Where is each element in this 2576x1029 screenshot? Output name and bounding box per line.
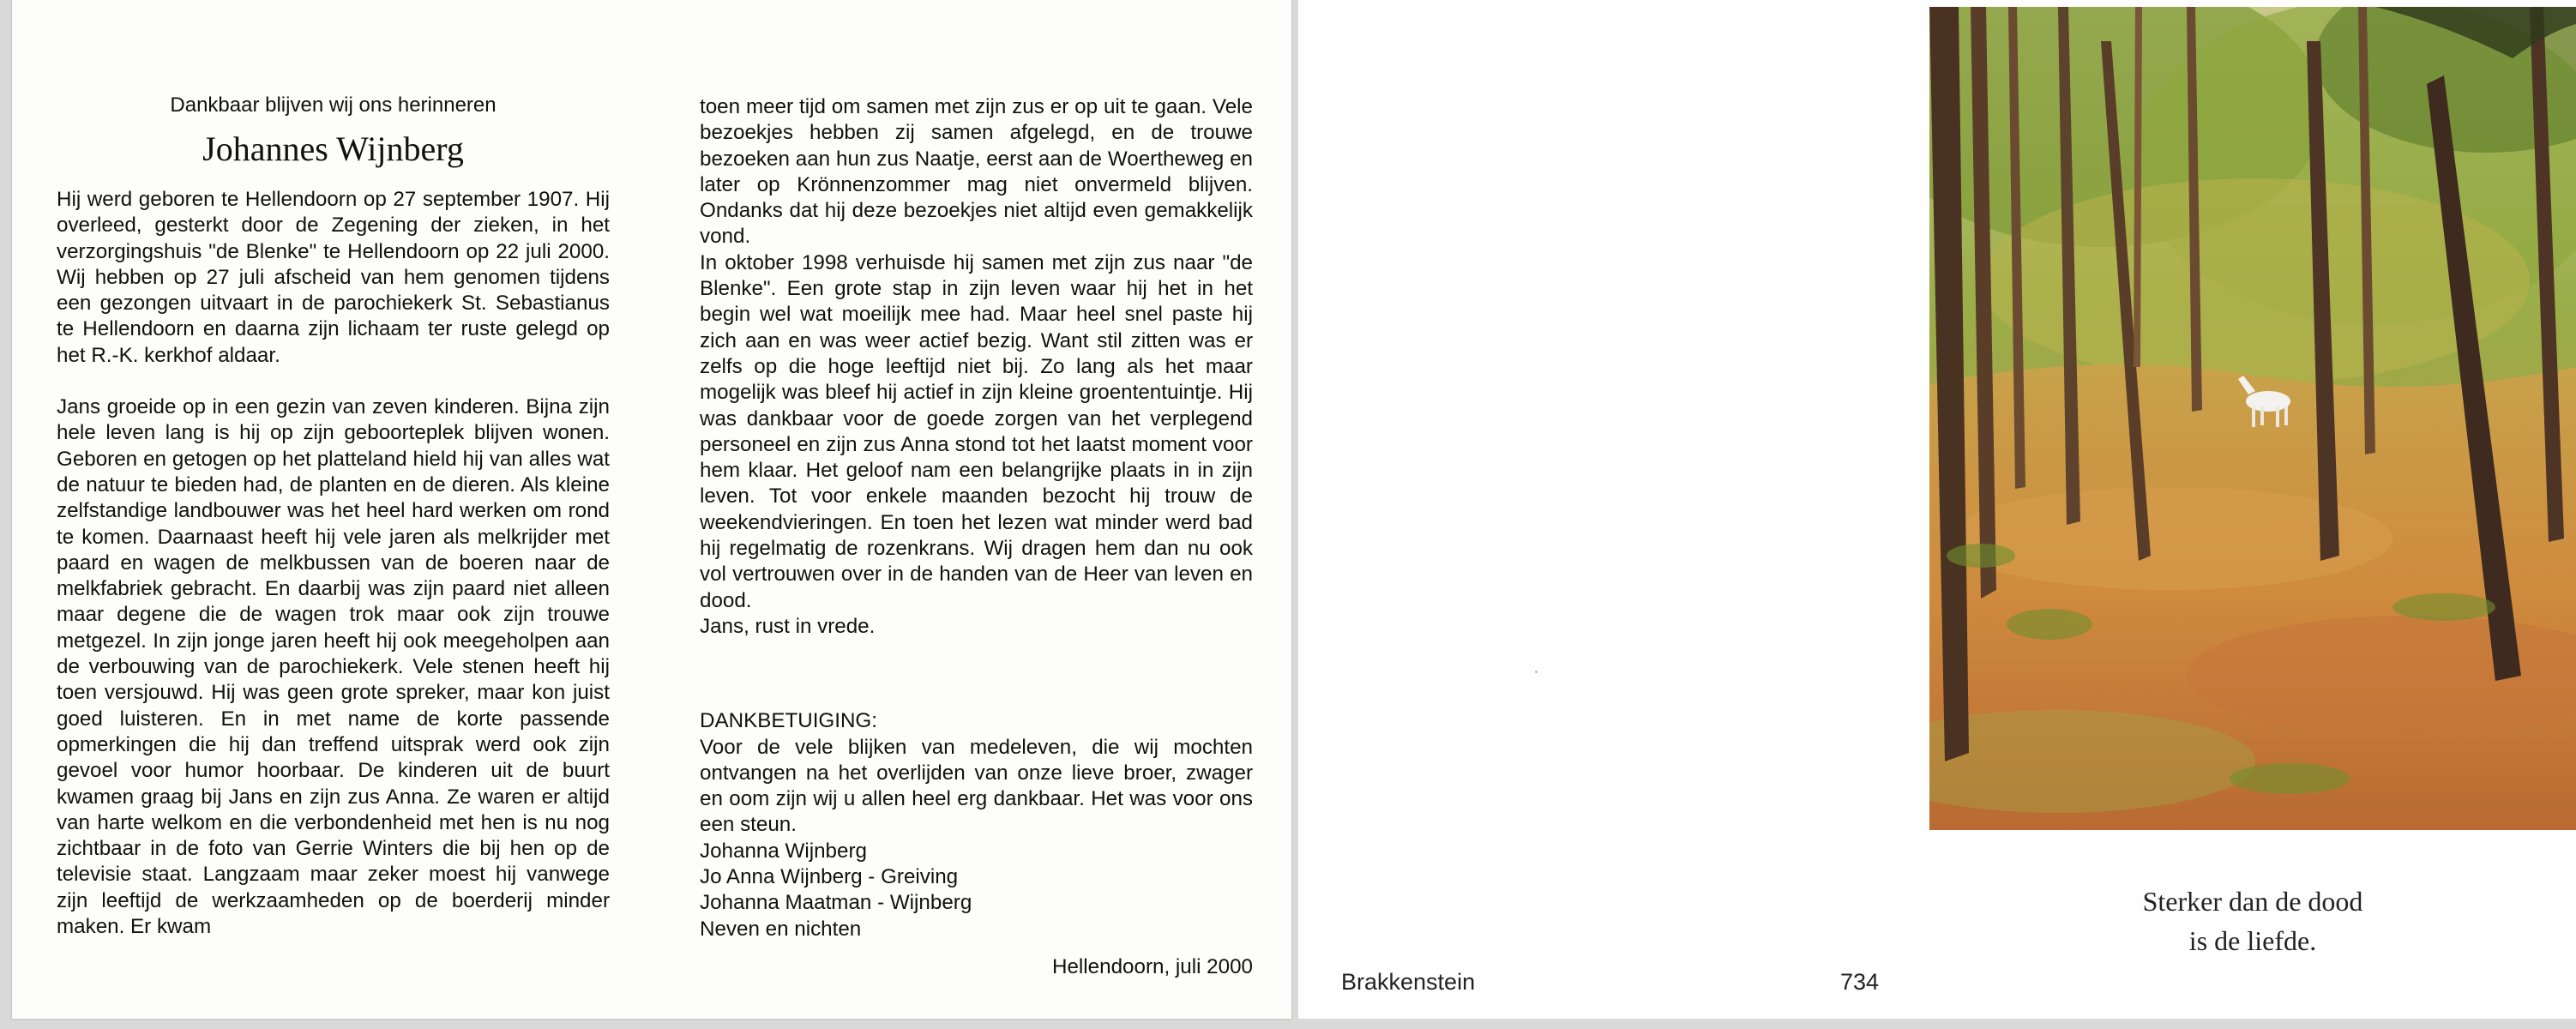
verse-caption bbox=[1929, 882, 2576, 960]
forest-with-white-horse-icon bbox=[1929, 7, 2576, 830]
signatory: Jo Anna Wijnberg - Greiving bbox=[700, 865, 959, 889]
text-column-right bbox=[700, 94, 1253, 980]
card-number: 734 bbox=[1840, 969, 1880, 995]
paragraph-life-story-continued: toen meer tijd om samen met zijn zus er op uit te gaan. Vele bezoekjes hebben zij samen afgelegd, en de trouwe bezoeken aan hun zus Naatje, eerst aan de Woertheweg en later op Krönnenzommer mag niet onvermeld blijven. Ondanks dat hij deze bezoekjes niet altijd even gemakkelijk vond. bbox=[700, 95, 1253, 249]
signatory: Neven en nichten bbox=[700, 917, 862, 941]
forest-photo bbox=[1929, 7, 2576, 830]
thanks-heading: DANKBETUIGING: bbox=[700, 709, 877, 733]
signatory: Johanna Wijnberg bbox=[700, 839, 867, 863]
paper-speck bbox=[1535, 671, 1538, 673]
place-date: Hellendoorn, juli 2000 bbox=[1052, 954, 1253, 978]
card-inside-page bbox=[12, 0, 1291, 1019]
signatory: Johanna Maatman - Wijnberg bbox=[700, 891, 972, 915]
text-column-left bbox=[57, 93, 610, 940]
thanks-text: Voor de vele blijken van medeleven, die wij mochten ontvangen na het overlijden van onze lieve broer, zwager en oom zijn wij u allen heel erg dankbaar. Het was voor ons een steun. bbox=[700, 735, 1253, 837]
paragraph-life-story: Jans groeide op in een gezin van zeven kinderen. Bijna zijn hele leven lang is hij op zijn geboorteplek blijven wonen. Geboren en getogen op het platteland hield hij van alles wat de natuur te bieden had, de planten en de dieren. Als kleine zelfstandige landbouwer was het heel hard werken om rond te komen. Daarnaast heeft hij vele jaren als melkrijder met paard en wagen de melkbussen van de boeren naar de melkfabriek gebracht. En daarbij was zijn paard niet alleen maar degene die de wagen trok maar ook zijn trouwe metgezel. In zijn jonge jaren heeft hij ook meegeholpen aan de verbouwing van de parochiekerk. Vele stenen heeft hij toen versjouwd. Hij was geen grote spreker, maar kon juist goed luisteren. En in met name de korte passende opmerkingen die hij dan treffend uitsprak werd ook zijn gevoel voor humor hoorbaar. De kinderen uit de buurt kwamen graag bij Jans en zijn zus Anna. Ze waren er altijd van harte welkom en die verbondenheid met hen is nu nog zichtbaar in de foto van Gerrie Winters die bij hen op de televisie staat. Langzaam maar zeker moest hij vanwege zijn leeftijd de werkzaamheden op de boerderij minder maken. Er kwam bbox=[57, 395, 610, 939]
deceased-name: Johannes Wijnberg bbox=[202, 129, 464, 168]
publisher-name: Brakkenstein bbox=[1341, 969, 1476, 995]
rest-in-peace-line: Jans, rust in vrede. bbox=[700, 614, 876, 638]
caption-line: is de liefde. bbox=[2188, 925, 2317, 956]
paragraph-biography-intro: Hij werd geboren te Hellendoorn op 27 september 1907. Hij overleed, gesterkt door de Zegening der zieken, in het verzorgingshuis "de Blenke" te Hellendoorn op 22 juli 2000. Wij hebben op 27 juli afscheid van hem genomen tijdens een gezongen uitvaart in de parochiekerk St. Sebastianus te Hellendoorn en daarna zijn lichaam ter ruste gelegd op het R.-K. kerkhof aldaar. bbox=[57, 188, 610, 367]
paragraph-later-years: In oktober 1998 verhuisde hij samen met zijn zus naar "de Blenke". Een grote stap in zijn leven waar hij het in het begin wel wat moeilijk mee had. Maar heel snel paste hij zich aan en was weer actief bezig. Want stil zitten was er zelfs op die hoge leeftijd niet bij. Zo lang als het maar mogelijk was bleef hij actief in zijn kleine groententuintje. Hij was dankbaar voor de goede zorgen van het verplegend personeel en zijn zus Anna stond tot het laatst moment voor hem klaar. Het geloof nam een belangrijke plaats in in zijn leven. Tot voor enkele maanden bezocht hij trouw de weekendvieringen. En toen het lezen wat minder werd bad hij regelmatig de rozenkrans. Wij dragen hem dan nu ook vol vertrouwen over in de handen van de Heer van leven en dood. bbox=[700, 250, 1253, 612]
intro-line: Dankbaar blijven wij ons herinneren bbox=[170, 93, 497, 117]
caption-line: Sterker dan de dood bbox=[2142, 886, 2363, 917]
